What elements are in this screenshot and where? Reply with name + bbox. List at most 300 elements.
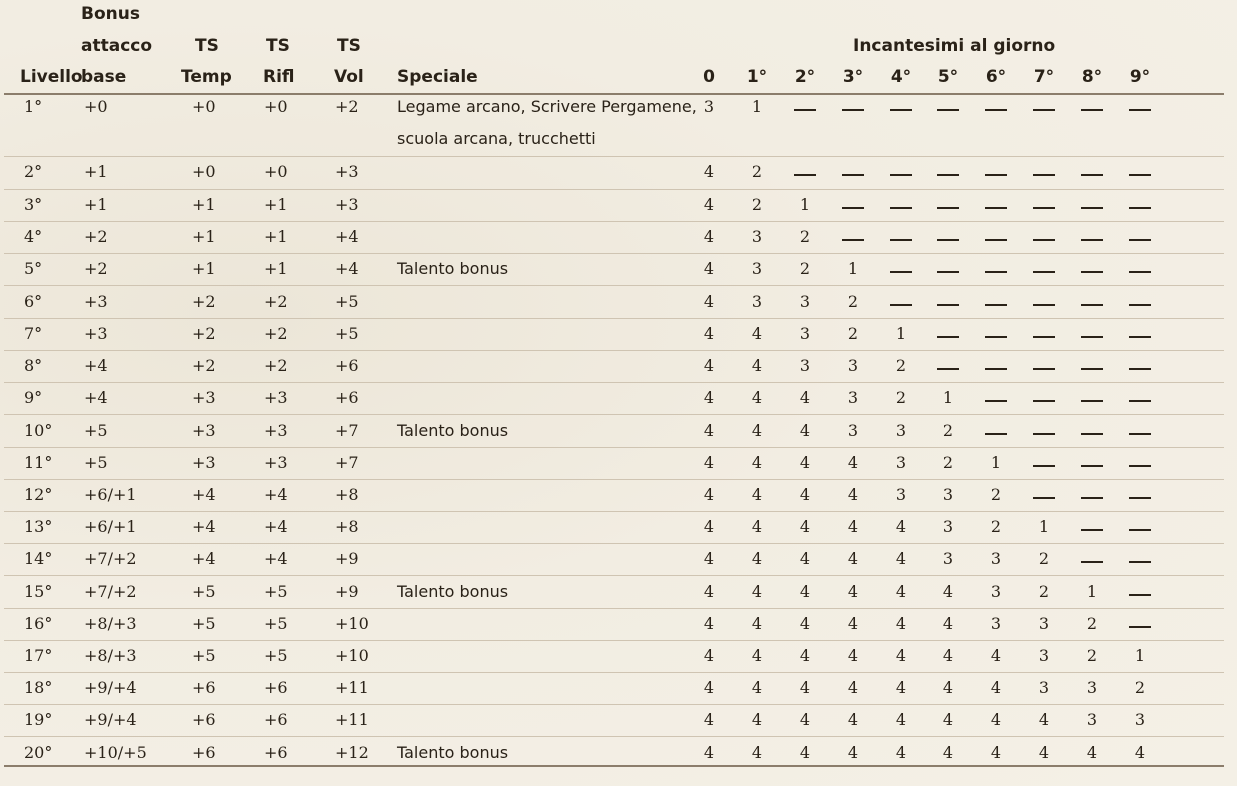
- spell-slot-count: 3: [799, 292, 811, 311]
- spell-slot-count: 2: [799, 259, 811, 278]
- spell-slot-count: 4: [703, 388, 715, 407]
- spell-slot-dash: [842, 239, 864, 241]
- spell-slot-count: 3: [799, 324, 811, 343]
- spell-slot-dash: [842, 174, 864, 176]
- cell-save-fort: +1: [192, 195, 216, 214]
- spell-slot-count: 3: [847, 421, 859, 440]
- cell-save-will: +8: [335, 485, 359, 504]
- spell-slot-dash: [985, 239, 1007, 241]
- spell-slot-count: 4: [703, 517, 715, 536]
- cell-level: 16°: [24, 614, 53, 633]
- spell-slot-count: 3: [751, 227, 763, 246]
- spell-slot-count: 4: [847, 646, 859, 665]
- spell-slot-count: 4: [847, 582, 859, 601]
- spell-slot-count: 4: [1038, 710, 1050, 729]
- cell-save-will: +2: [335, 97, 359, 116]
- spell-slot-count: 4: [799, 421, 811, 440]
- header-base: base: [81, 67, 127, 87]
- spell-slot-dash: [890, 109, 912, 111]
- spell-slot-dash: [1129, 594, 1151, 596]
- spell-slot-dash: [1081, 433, 1103, 435]
- spell-slot-count: 4: [751, 324, 763, 343]
- cell-base-attack: +9/+4: [84, 678, 137, 697]
- cell-save-will: +8: [335, 517, 359, 536]
- spell-slot-count: 4: [703, 162, 715, 181]
- spell-slot-count: 4: [751, 646, 763, 665]
- cell-save-will: +4: [335, 227, 359, 246]
- row-divider: [4, 382, 1224, 383]
- spell-slot-count: 4: [703, 453, 715, 472]
- row-divider: [4, 350, 1224, 351]
- spell-slot-dash: [1033, 433, 1055, 435]
- cell-save-fort: +6: [192, 743, 216, 762]
- spell-slot-dash: [842, 207, 864, 209]
- spell-slot-count: 4: [751, 517, 763, 536]
- cell-base-attack: +8/+3: [84, 646, 137, 665]
- cell-save-ref: +0: [264, 162, 288, 181]
- spell-slot-dash: [890, 239, 912, 241]
- cell-base-attack: +1: [84, 162, 108, 181]
- spell-slot-count: 4: [847, 614, 859, 633]
- spell-slot-count: 2: [1038, 582, 1050, 601]
- cell-save-fort: +6: [192, 710, 216, 729]
- spell-slot-count: 4: [703, 743, 715, 762]
- spell-slot-dash: [1033, 271, 1055, 273]
- spell-slot-dash: [1129, 529, 1151, 531]
- spell-slot-dash: [794, 174, 816, 176]
- cell-save-fort: +4: [192, 549, 216, 568]
- spell-slot-dash: [1129, 465, 1151, 467]
- row-divider: [4, 511, 1224, 512]
- spell-slot-dash: [985, 207, 1007, 209]
- cell-level: 13°: [24, 517, 53, 536]
- spell-slot-count: 3: [1038, 646, 1050, 665]
- spell-slot-count: 4: [751, 485, 763, 504]
- spell-slot-count: 4: [847, 485, 859, 504]
- spell-slot-dash: [1033, 368, 1055, 370]
- cell-base-attack: +10/+5: [84, 743, 147, 762]
- row-divider: [4, 189, 1224, 190]
- spell-slot-dash: [1033, 497, 1055, 499]
- cell-base-attack: +3: [84, 324, 108, 343]
- spell-slot-count: 3: [942, 517, 954, 536]
- cell-save-fort: +0: [192, 162, 216, 181]
- row-divider: [4, 704, 1224, 705]
- cell-level: 17°: [24, 646, 53, 665]
- cell-save-ref: +5: [264, 614, 288, 633]
- header-spell-level-8: 8°: [1081, 67, 1103, 87]
- spell-slot-dash: [1081, 239, 1103, 241]
- spell-slot-count: 4: [942, 678, 954, 697]
- spell-slot-dash: [937, 271, 959, 273]
- cell-save-ref: +2: [264, 292, 288, 311]
- cell-level: 1°: [24, 97, 43, 116]
- spell-slot-count: 3: [1038, 614, 1050, 633]
- spell-slot-count: 4: [1086, 743, 1098, 762]
- spell-slot-count: 4: [990, 678, 1002, 697]
- header-spell-level-6: 6°: [985, 67, 1007, 87]
- row-divider: [4, 414, 1224, 415]
- cell-save-ref: +5: [264, 646, 288, 665]
- spell-slot-count: 2: [895, 388, 907, 407]
- cell-save-ref: +2: [264, 356, 288, 375]
- header-spell-level-5: 5°: [937, 67, 959, 87]
- spell-slot-count: 4: [895, 614, 907, 633]
- header-speciale: Speciale: [397, 67, 478, 87]
- spell-slot-count: 3: [847, 388, 859, 407]
- cell-base-attack: +4: [84, 388, 108, 407]
- spell-slot-count: 4: [799, 646, 811, 665]
- header-ts-rifl-top: TS: [266, 36, 290, 56]
- header-spell-level-4: 4°: [890, 67, 912, 87]
- spell-slot-count: 4: [942, 646, 954, 665]
- spell-slot-count: 4: [799, 549, 811, 568]
- spell-slot-dash: [1033, 465, 1055, 467]
- spell-slot-count: 4: [799, 678, 811, 697]
- spell-slot-count: 3: [751, 259, 763, 278]
- spell-slot-dash: [1081, 497, 1103, 499]
- spell-slot-dash: [1129, 304, 1151, 306]
- cell-save-fort: +5: [192, 614, 216, 633]
- cell-save-ref: +0: [264, 97, 288, 116]
- cell-save-ref: +4: [264, 549, 288, 568]
- cell-level: 7°: [24, 324, 43, 343]
- header-bonus-line2: attacco: [81, 36, 153, 56]
- cell-save-will: +10: [335, 646, 369, 665]
- cell-level: 6°: [24, 292, 43, 311]
- cell-save-ref: +3: [264, 453, 288, 472]
- spell-slot-dash: [890, 174, 912, 176]
- spell-slot-dash: [1033, 109, 1055, 111]
- spell-slot-dash: [1129, 626, 1151, 628]
- spell-slot-dash: [1129, 368, 1151, 370]
- cell-save-fort: +3: [192, 388, 216, 407]
- spell-slot-dash: [1129, 207, 1151, 209]
- row-divider: [4, 221, 1224, 222]
- cell-save-ref: +3: [264, 421, 288, 440]
- spell-slot-dash: [1033, 336, 1055, 338]
- spell-slot-count: 4: [942, 614, 954, 633]
- spell-slot-dash: [985, 109, 1007, 111]
- cell-save-ref: +5: [264, 582, 288, 601]
- cell-level: 12°: [24, 485, 53, 504]
- cell-save-fort: +5: [192, 582, 216, 601]
- spell-slot-count: 4: [751, 614, 763, 633]
- cell-save-ref: +1: [264, 259, 288, 278]
- spell-slot-count: 4: [990, 646, 1002, 665]
- spell-slot-count: 4: [942, 710, 954, 729]
- cell-save-ref: +3: [264, 388, 288, 407]
- spell-slot-dash: [937, 174, 959, 176]
- header-spell-level-2: 2°: [794, 67, 816, 87]
- header-ts-temp-top: TS: [195, 36, 219, 56]
- cell-save-will: +11: [335, 710, 369, 729]
- cell-save-will: +6: [335, 388, 359, 407]
- spell-slot-count: 1: [847, 259, 859, 278]
- spell-slot-count: 4: [895, 582, 907, 601]
- spell-slot-count: 3: [895, 421, 907, 440]
- cell-level: 19°: [24, 710, 53, 729]
- spell-slot-dash: [1033, 174, 1055, 176]
- spell-slot-dash: [1081, 368, 1103, 370]
- spell-slot-count: 4: [703, 356, 715, 375]
- spell-slot-dash: [890, 271, 912, 273]
- spell-slot-dash: [1129, 336, 1151, 338]
- spell-slot-count: 4: [751, 549, 763, 568]
- spell-slot-count: 4: [751, 421, 763, 440]
- cell-save-will: +3: [335, 195, 359, 214]
- spell-slot-count: 4: [847, 517, 859, 536]
- cell-special: Talento bonus: [397, 259, 509, 278]
- spell-slot-dash: [1129, 497, 1151, 499]
- cell-special: Legame arcano, Scrivere Pergamene,: [397, 97, 697, 116]
- spell-slot-count: 3: [1086, 678, 1098, 697]
- spell-slot-count: 4: [990, 710, 1002, 729]
- cell-base-attack: +9/+4: [84, 710, 137, 729]
- spell-slot-dash: [985, 174, 1007, 176]
- header-livello: Livello: [20, 67, 83, 87]
- cell-special: Talento bonus: [397, 421, 509, 440]
- spell-slot-dash: [842, 109, 864, 111]
- cell-special: Talento bonus: [397, 582, 509, 601]
- spell-slot-count: 4: [703, 710, 715, 729]
- row-divider: [4, 608, 1224, 609]
- spell-slot-count: 4: [703, 227, 715, 246]
- spell-slot-count: 2: [847, 292, 859, 311]
- cell-level: 9°: [24, 388, 43, 407]
- spell-slot-dash: [985, 271, 1007, 273]
- spell-slot-count: 4: [751, 356, 763, 375]
- spell-slot-count: 4: [703, 421, 715, 440]
- table-bottom-divider: [4, 765, 1224, 767]
- cell-save-fort: +2: [192, 292, 216, 311]
- cell-save-will: +4: [335, 259, 359, 278]
- spell-slot-count: 4: [799, 388, 811, 407]
- cell-save-will: +9: [335, 549, 359, 568]
- spell-slot-count: 4: [895, 678, 907, 697]
- spell-slot-count: 3: [751, 292, 763, 311]
- cell-base-attack: +2: [84, 259, 108, 278]
- spell-slot-count: 3: [799, 356, 811, 375]
- spell-slot-count: 1: [799, 195, 811, 214]
- spell-slot-count: 4: [703, 582, 715, 601]
- row-divider: [4, 318, 1224, 319]
- spell-slot-count: 2: [990, 485, 1002, 504]
- row-divider: [4, 156, 1224, 157]
- spell-slot-count: 4: [703, 195, 715, 214]
- cell-save-ref: +4: [264, 485, 288, 504]
- spell-slot-dash: [937, 207, 959, 209]
- spell-slot-count: 4: [703, 614, 715, 633]
- spell-slot-count: 4: [703, 678, 715, 697]
- cell-save-fort: +2: [192, 324, 216, 343]
- spell-slot-dash: [1129, 271, 1151, 273]
- header-spell-level-0: 0: [703, 67, 715, 87]
- cell-level: 11°: [24, 453, 53, 472]
- spell-slot-dash: [985, 400, 1007, 402]
- spell-slot-count: 3: [703, 97, 715, 116]
- spell-slot-count: 4: [751, 388, 763, 407]
- spell-slot-count: 3: [847, 356, 859, 375]
- spell-slot-count: 4: [703, 259, 715, 278]
- cell-save-will: +7: [335, 453, 359, 472]
- spell-slot-count: 4: [799, 582, 811, 601]
- spell-slot-dash: [1129, 400, 1151, 402]
- row-divider: [4, 447, 1224, 448]
- spell-slot-count: 4: [1134, 743, 1146, 762]
- spell-slot-dash: [1081, 271, 1103, 273]
- header-ts-temp: Temp: [181, 67, 232, 87]
- spell-slot-count: 2: [1134, 678, 1146, 697]
- spell-slot-count: 4: [847, 549, 859, 568]
- spell-slot-count: 3: [1086, 710, 1098, 729]
- spell-slot-dash: [985, 368, 1007, 370]
- spell-slot-dash: [985, 433, 1007, 435]
- spell-slot-count: 4: [703, 646, 715, 665]
- cell-level: 14°: [24, 549, 53, 568]
- spell-slot-count: 4: [847, 710, 859, 729]
- spell-slot-count: 4: [847, 743, 859, 762]
- spell-slot-dash: [1081, 336, 1103, 338]
- cell-save-will: +10: [335, 614, 369, 633]
- header-spell-level-3: 3°: [842, 67, 864, 87]
- spell-slot-count: 4: [799, 710, 811, 729]
- spell-slot-count: 1: [1086, 582, 1098, 601]
- spell-slot-dash: [985, 304, 1007, 306]
- cell-save-fort: +4: [192, 517, 216, 536]
- cell-save-fort: +6: [192, 678, 216, 697]
- spell-slot-count: 3: [895, 485, 907, 504]
- spell-slot-dash: [1081, 465, 1103, 467]
- spell-slot-dash: [1081, 174, 1103, 176]
- spell-slot-dash: [937, 304, 959, 306]
- spell-slot-count: 1: [895, 324, 907, 343]
- spell-slot-count: 4: [751, 582, 763, 601]
- cell-base-attack: +4: [84, 356, 108, 375]
- spell-slot-count: 3: [990, 549, 1002, 568]
- spell-slot-count: 1: [990, 453, 1002, 472]
- spell-slot-dash: [1129, 433, 1151, 435]
- row-divider: [4, 672, 1224, 673]
- spell-slot-dash: [1033, 207, 1055, 209]
- spell-slot-count: 4: [895, 710, 907, 729]
- cell-save-fort: +1: [192, 259, 216, 278]
- spell-slot-count: 2: [895, 356, 907, 375]
- cell-save-ref: +1: [264, 227, 288, 246]
- cell-special: Talento bonus: [397, 743, 509, 762]
- header-spell-level-1: 1°: [746, 67, 768, 87]
- spell-slot-count: 2: [990, 517, 1002, 536]
- spell-slot-dash: [1129, 174, 1151, 176]
- spell-slot-count: 1: [942, 388, 954, 407]
- cell-base-attack: +0: [84, 97, 108, 116]
- spell-slot-count: 4: [703, 549, 715, 568]
- cell-save-will: +3: [335, 162, 359, 181]
- spell-slot-count: 4: [799, 614, 811, 633]
- spell-slot-dash: [1129, 239, 1151, 241]
- spell-slot-count: 3: [942, 549, 954, 568]
- spell-slot-count: 4: [799, 453, 811, 472]
- spell-slot-count: 4: [895, 743, 907, 762]
- row-divider: [4, 575, 1224, 576]
- spell-slot-count: 4: [799, 485, 811, 504]
- spell-slot-dash: [890, 207, 912, 209]
- cell-save-ref: +4: [264, 517, 288, 536]
- spell-slot-count: 2: [1086, 646, 1098, 665]
- spell-slot-dash: [1129, 109, 1151, 111]
- row-divider: [4, 543, 1224, 544]
- header-divider: [4, 93, 1224, 95]
- spell-slot-dash: [937, 239, 959, 241]
- cell-base-attack: +7/+2: [84, 582, 137, 601]
- spell-slot-dash: [1081, 304, 1103, 306]
- cell-special-line2: scuola arcana, trucchetti: [397, 129, 596, 148]
- cell-save-will: +5: [335, 324, 359, 343]
- spell-slot-dash: [794, 109, 816, 111]
- row-divider: [4, 736, 1224, 737]
- spell-slot-dash: [1033, 400, 1055, 402]
- cell-save-fort: +2: [192, 356, 216, 375]
- spell-slot-count: 4: [895, 646, 907, 665]
- spell-slot-count: 3: [990, 614, 1002, 633]
- cell-level: 20°: [24, 743, 53, 762]
- spell-slot-count: 1: [1038, 517, 1050, 536]
- row-divider: [4, 640, 1224, 641]
- spell-slot-count: 3: [1134, 710, 1146, 729]
- spell-slot-count: 2: [847, 324, 859, 343]
- spell-slot-count: 4: [942, 582, 954, 601]
- spell-slot-count: 4: [847, 453, 859, 472]
- cell-level: 5°: [24, 259, 43, 278]
- spell-slot-count: 4: [895, 517, 907, 536]
- cell-base-attack: +5: [84, 453, 108, 472]
- cell-save-fort: +3: [192, 421, 216, 440]
- spell-slot-dash: [890, 304, 912, 306]
- spell-slot-count: 4: [703, 485, 715, 504]
- spell-slot-dash: [1081, 109, 1103, 111]
- cell-save-ref: +6: [264, 710, 288, 729]
- spell-slot-count: 4: [990, 743, 1002, 762]
- cell-save-will: +5: [335, 292, 359, 311]
- cell-save-will: +7: [335, 421, 359, 440]
- cell-save-will: +12: [335, 743, 369, 762]
- spell-slot-count: 4: [799, 517, 811, 536]
- spell-slot-count: 4: [847, 678, 859, 697]
- spell-slot-dash: [1081, 529, 1103, 531]
- cell-save-fort: +5: [192, 646, 216, 665]
- cell-level: 4°: [24, 227, 43, 246]
- spell-slot-dash: [1081, 561, 1103, 563]
- spell-slot-count: 3: [990, 582, 1002, 601]
- spell-slot-count: 3: [895, 453, 907, 472]
- cell-save-ref: +6: [264, 743, 288, 762]
- spell-slot-count: 2: [942, 453, 954, 472]
- spell-slot-dash: [1033, 239, 1055, 241]
- spell-slot-count: 2: [799, 227, 811, 246]
- spell-slot-count: 4: [703, 292, 715, 311]
- spell-slot-count: 4: [1038, 743, 1050, 762]
- header-ts-rifl: Rifl: [263, 67, 295, 87]
- spell-slot-count: 4: [751, 678, 763, 697]
- spell-slot-count: 4: [751, 743, 763, 762]
- spell-slot-dash: [1081, 207, 1103, 209]
- cell-base-attack: +7/+2: [84, 549, 137, 568]
- cell-level: 2°: [24, 162, 43, 181]
- cell-save-will: +6: [335, 356, 359, 375]
- cell-base-attack: +1: [84, 195, 108, 214]
- cell-save-will: +9: [335, 582, 359, 601]
- cell-save-ref: +1: [264, 195, 288, 214]
